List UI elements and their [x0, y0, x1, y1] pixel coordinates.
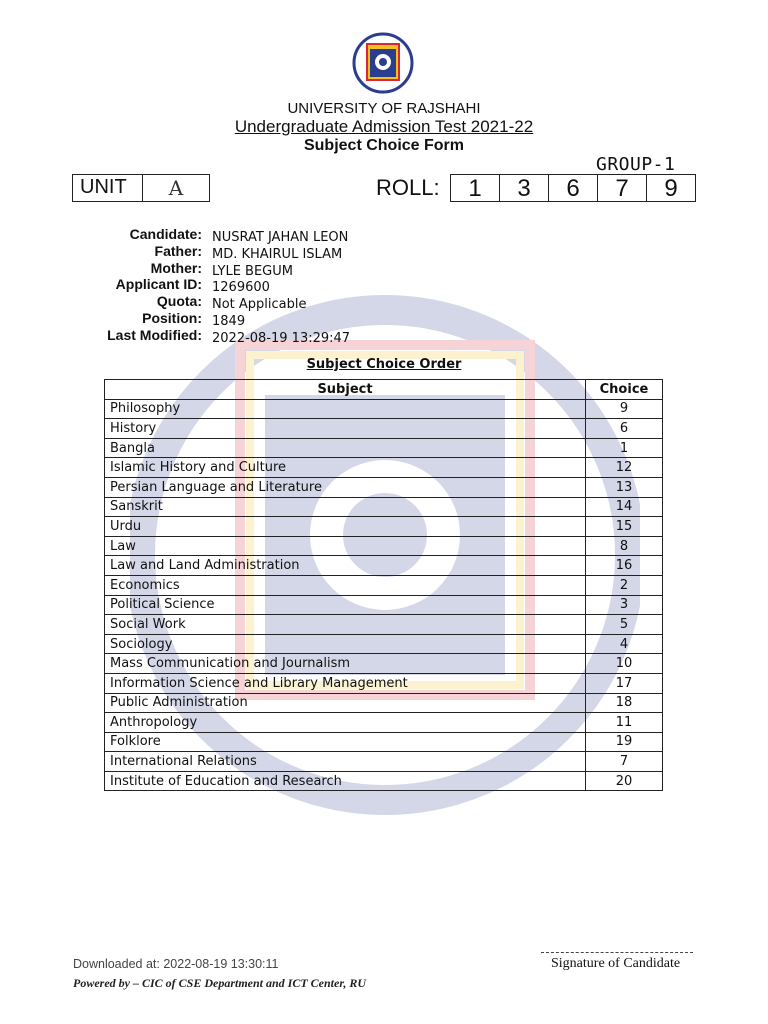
info-key: Candidate: [129, 226, 202, 242]
choice-cell: 1 [586, 438, 663, 458]
university-name: UNIVERSITY OF RAJSHAHI [287, 100, 481, 117]
choice-cell: 18 [586, 693, 663, 713]
subject-cell: Bangla [105, 438, 586, 458]
info-row-candidate [60, 226, 350, 243]
choice-cell: 16 [586, 556, 663, 576]
roll-digit: 1 [468, 175, 482, 202]
subject-cell: Islamic History and Culture [105, 458, 586, 478]
subject-cell: Information Science and Library Management [105, 673, 586, 693]
choice-table-title: Subject Choice Order [306, 357, 462, 372]
info-key: Father: [154, 242, 202, 259]
info-value: 1269600 [212, 280, 270, 296]
table-row [105, 458, 663, 478]
subject-cell: Law [105, 536, 586, 556]
table-header-row [105, 380, 663, 400]
choice-cell: 7 [586, 752, 663, 772]
download-timestamp: Downloaded at: 2022-08-19 13:30:11 [73, 957, 279, 971]
info-value: Not Applicable [212, 297, 307, 313]
unit-value: A [142, 175, 209, 201]
info-row-quota [60, 293, 350, 313]
info-row-last-modified [60, 327, 350, 344]
choice-cell: 19 [586, 732, 663, 752]
choice-cell: 6 [586, 419, 663, 439]
subject-cell: History [105, 419, 586, 439]
university-logo [352, 32, 414, 94]
roll-box [450, 174, 696, 202]
form-title: Subject Choice Form [303, 137, 465, 154]
subject-cell: Sanskrit [105, 497, 586, 517]
info-value: 2022-08-19 13:29:47 [212, 330, 351, 346]
roll-label: ROLL: [376, 175, 440, 200]
subject-column-header: Subject [105, 380, 586, 400]
info-value: 1849 [212, 313, 246, 329]
subject-cell: Folklore [105, 732, 586, 752]
info-value: NUSRAT JAHAN LEON [212, 230, 349, 245]
subject-cell: Philosophy [105, 399, 586, 419]
subject-cell: Law and Land Administration [105, 556, 586, 576]
table-row [105, 419, 663, 439]
choice-cell: 11 [586, 713, 663, 733]
table-row [105, 477, 663, 497]
table-row [105, 634, 663, 654]
table-row [105, 438, 663, 458]
table-row [105, 517, 663, 537]
subject-cell: Social Work [105, 615, 586, 635]
table-row [105, 752, 663, 772]
powered-by: Powered by – CIC of CSE Department and ICT Center, RU [73, 976, 367, 990]
table-row [105, 556, 663, 576]
choice-cell: 10 [586, 654, 663, 674]
choice-cell: 15 [586, 517, 663, 537]
choice-cell: 9 [586, 399, 663, 419]
subject-cell: International Relations [105, 752, 586, 772]
choice-cell: 8 [586, 536, 663, 556]
table-row [105, 497, 663, 517]
roll-digit: 7 [597, 175, 646, 201]
table-row [105, 713, 663, 733]
choice-cell: 3 [586, 595, 663, 615]
group-label: GROUP-1 [596, 154, 676, 175]
info-value: MD. KHAIRUL ISLAM [212, 246, 343, 262]
info-row-father [60, 243, 350, 260]
table-row [105, 615, 663, 635]
roll-digit: 3 [499, 175, 548, 201]
subject-cell: Urdu [105, 517, 586, 537]
choice-cell: 13 [586, 477, 663, 497]
table-row [105, 693, 663, 713]
unit-label: UNIT [80, 176, 127, 198]
info-key: Quota: [156, 293, 202, 310]
info-key: Applicant ID: [115, 276, 202, 293]
test-title: Undergraduate Admission Test 2021-22 [234, 117, 534, 136]
choice-cell: 14 [586, 497, 663, 517]
table-row [105, 575, 663, 595]
table-row [105, 536, 663, 556]
roll-digit: 9 [646, 175, 695, 201]
signature-label: Signature of Candidate [551, 956, 681, 971]
choice-cell: 17 [586, 673, 663, 693]
signature-line [541, 952, 693, 953]
subject-choice-table [104, 379, 663, 791]
info-key: Position: [142, 309, 202, 326]
info-row-position [60, 310, 350, 327]
info-key: Mother: [150, 259, 202, 276]
candidate-info [60, 226, 350, 344]
subject-cell: Mass Communication and Journalism [105, 654, 586, 674]
choice-cell: 4 [586, 634, 663, 654]
table-row [105, 673, 663, 693]
subject-cell: Economics [105, 575, 586, 595]
info-row-applicant-id [60, 276, 350, 296]
table-row [105, 771, 663, 791]
choice-cell: 5 [586, 615, 663, 635]
subject-cell: Institute of Education and Research [105, 771, 586, 791]
table-row [105, 595, 663, 615]
subject-cell: Anthropology [105, 713, 586, 733]
table-row [105, 732, 663, 752]
choice-cell: 20 [586, 771, 663, 791]
subject-cell: Public Administration [105, 693, 586, 713]
choice-column-header: Choice [586, 380, 663, 400]
table-row [105, 654, 663, 674]
info-key: Last Modified: [107, 326, 202, 343]
subject-cell: Sociology [105, 634, 586, 654]
table-row [105, 399, 663, 419]
subject-cell: Political Science [105, 595, 586, 615]
info-value: LYLE BEGUM [212, 263, 293, 279]
choice-cell: 2 [586, 575, 663, 595]
subject-cell: Persian Language and Literature [105, 477, 586, 497]
unit-box [72, 174, 210, 202]
roll-digit: 6 [548, 175, 597, 201]
choice-cell: 12 [586, 458, 663, 478]
